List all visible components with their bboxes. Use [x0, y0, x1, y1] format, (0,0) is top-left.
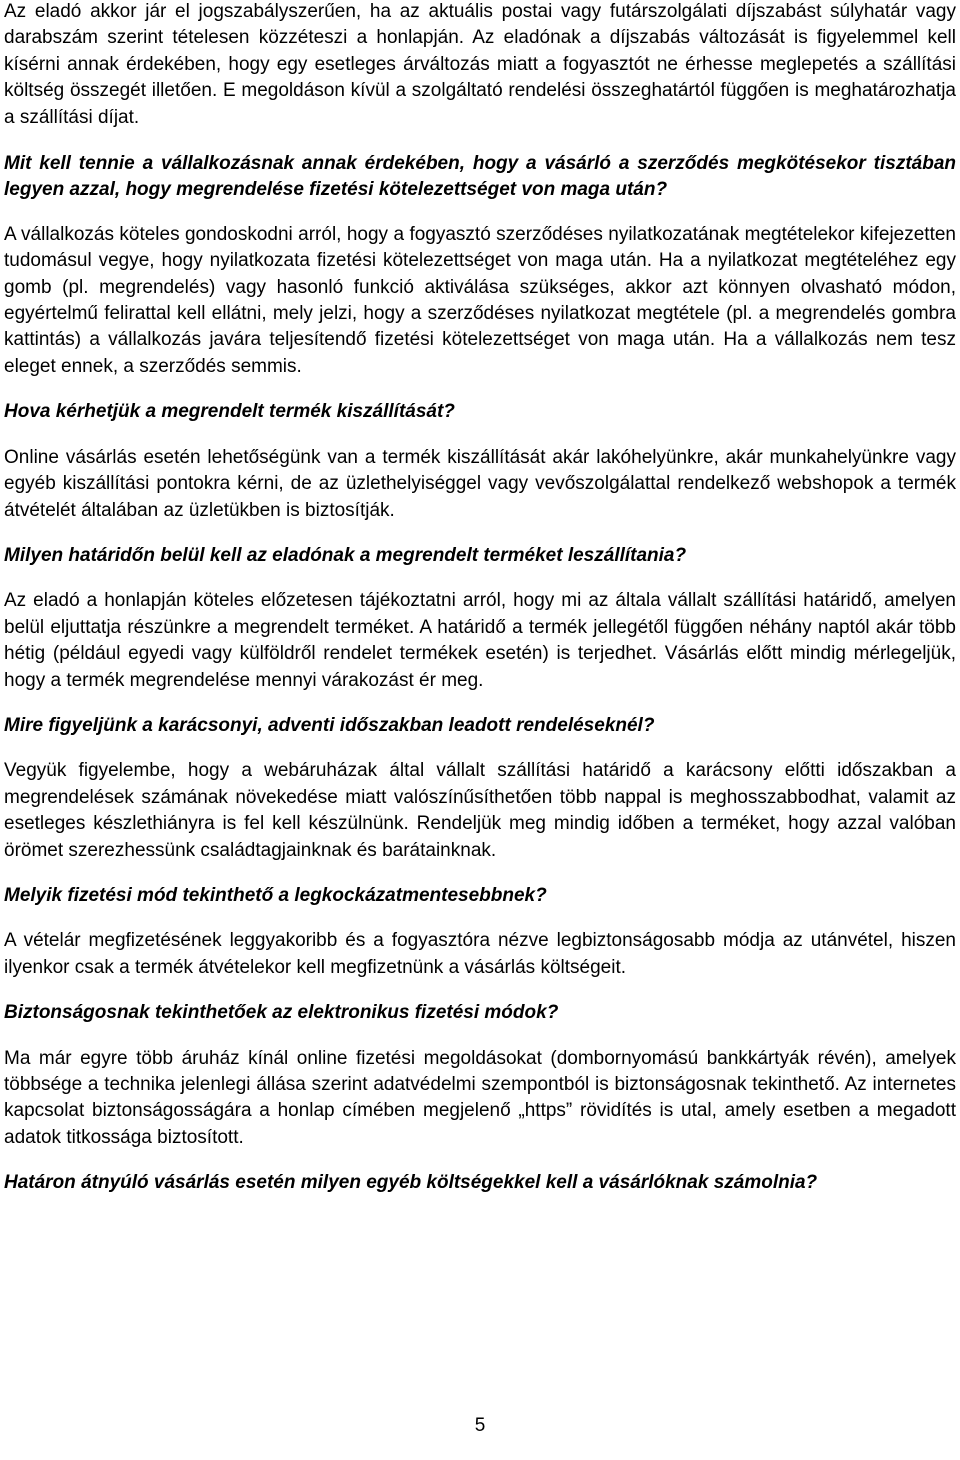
heading-delivery-location: Hova kérhetjük a megrendelt termék kiszállítását? — [4, 401, 455, 423]
paragraph-payment-obligation: A vállalkozás köteles gondoskodni arról, hogy a fogyasztó szerződéses nyilatkozatának megtételekor kifejezetten tudomásul vegye, hogy nyilatkozata fizetési kötelezettséget von maga után. Ha a nyilatkozat megtételéhez egy gomb (pl. megrendelés) vagy hasonló funkció aktiválása szükséges, akkor azt könnyen olvasható módon, egyértelmű felirattal kell ellátni, mely jelzi, hogy a szerződéses nyilatkozat megtétele (pl. a megrendelés gombra kattintás) a vállalkozás javára teljesítendő fizetési kötelezettséget von maga után. Ha a vállalkozás nem tesz eleget ennek, a szerződés semmis. — [4, 223, 956, 377]
heading-cross-border-costs: Határon átnyúló vásárlás esetén milyen egyéb költségekkel kell a vásárlóknak számolnia? — [4, 1172, 818, 1194]
paragraph-delivery-location: Online vásárlás esetén lehetőségünk van a termék kiszállítását akár lakóhelyünkre, akár munkahelyünkre vagy egyéb kiszállítási pontokra kérni, de az üzlethelyiséggel vagy vevőszolgálattal rendelkező webshopok a termék átvételét általában az üzletükben is biztosítják. — [4, 446, 956, 521]
paragraph-delivery-deadline: Az eladó a honlapján köteles előzetesen tájékoztatni arról, hogy mi az általa vállalt szállítási határidő, amelyen belül eljuttatja részünkre a megrendelt terméket. A határidő a termék jellegétől függően néhány naptól akár több hétig (például egyedi vagy külföldről rendelet termékek esetén) is terjedhet. Vásárlás előtt mindig mérlegeljük, hogy a termék megrendelése mennyi várakozást ér meg. — [4, 590, 956, 691]
paragraph-electronic-payment: Ma már egyre több áruház kínál online fizetési megoldásokat (dombornyomású bankkártyák révén), amelyek többsége a technika jelenlegi állása szerint adatvédelmi szempontból is biztonságosnak tekinthető. Az internetes kapcsolat biztonságosságára a honlap címében megjelenő „https” rövidítés is utal, amely esetben a megadott adatok titkossága biztosított. — [4, 1047, 956, 1148]
heading-delivery-deadline: Milyen határidőn belül kell az eladónak a megrendelt terméket leszállítania? — [4, 544, 687, 566]
page-number: 5 — [474, 1415, 486, 1436]
document-page — [4, 0, 956, 1197]
paragraph-shipping-fees: Az eladó akkor jár el jogszabályszerűen, ha az aktuális postai vagy futárszolgálati díjszabást súlyhatár vagy darabszám szerint tételesen közzéteszi a honlapján. Az eladónak a díjszabás változását is figyelemmel kell kísérni annak érdekében, hogy egy esetleges árváltozás miatt a fogyasztót ne érhesse meglepetés a szállítási költség összegét illetően. E megoldáson kívül a szolgáltató rendelési összeghatártól függően is meghatározhatja a szállítási díjat. — [4, 1, 956, 128]
paragraph-christmas-orders: Vegyük figyelembe, hogy a webáruházak által vállalt szállítási határidő a karácsony előtti időszakban a megrendelések számának növekedése miatt valószínűsíthetően több nappal is meghosszabbodhat, valamit az esetleges készlethiányra is fel kell készülnünk. Rendeljük meg mindig időben a terméket, hogy azzal valóban örömet szerezhessünk családtagjainknak és barátainknak. — [4, 760, 956, 861]
paragraph-safest-payment: A vételár megfizetésének leggyakoribb és a fogyasztóra nézve legbiztonságosabb módja az utánvétel, hiszen ilyenkor csak a termék átvételekor kell megfizetnünk a vásárlás költségeit. — [4, 930, 956, 978]
heading-payment-obligation: Mit kell tennie a vállalkozásnak annak érdekében, hogy a vásárló a szerződés megkötésekor tisztában legyen azzal, hogy megrendelése fizetési kötelezettséget von maga után? — [4, 153, 956, 201]
heading-safest-payment: Melyik fizetési mód tekinthető a legkockázatmentesebbnek? — [4, 884, 547, 906]
heading-electronic-payment: Biztonságosnak tekinthetőek az elektronikus fizetési módok? — [4, 1002, 559, 1024]
heading-christmas-orders: Mire figyeljünk a karácsonyi, adventi időszakban leadott rendeléseknél? — [4, 714, 655, 736]
